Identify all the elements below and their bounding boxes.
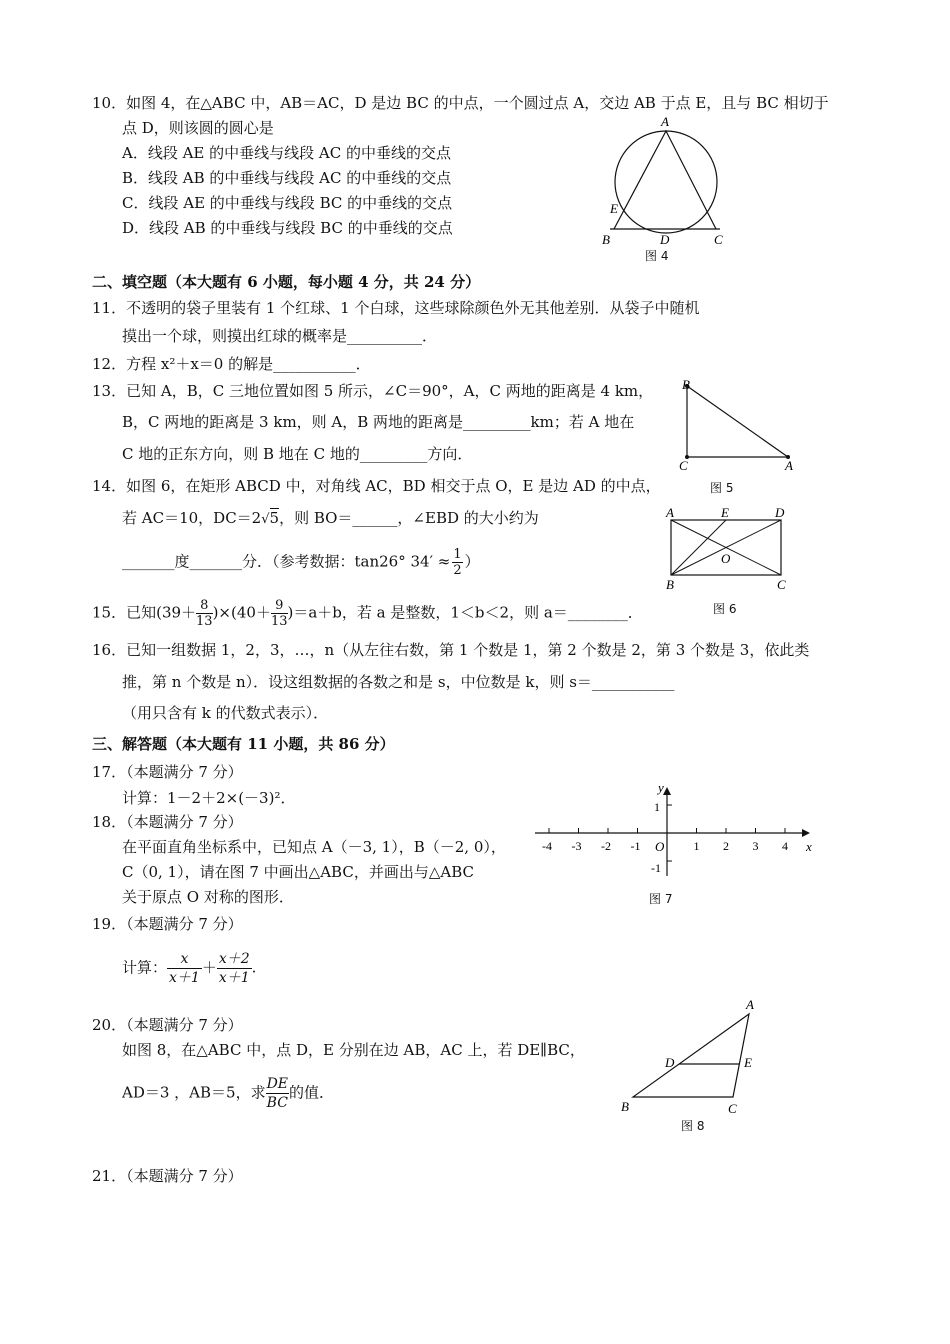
q10-option-c: C．线段 AE 的中垂线与线段 BC 的中垂线的交点 bbox=[122, 194, 453, 212]
figure-7-caption: 图 7 bbox=[649, 892, 673, 906]
section-3-title: 三、解答题（本大题有 11 小题，共 86 分） bbox=[92, 735, 395, 753]
figure-4 bbox=[600, 112, 740, 247]
q12-line1: 12．方程 x²＋x＝0 的解是___________． bbox=[92, 355, 371, 373]
q20-post: 的值． bbox=[289, 1083, 335, 1102]
q11-line1: 11．不透明的袋子里装有 1 个红球、1 个白球，这些球除颜色外无其他差别．从袋子中随机 bbox=[92, 299, 700, 317]
fig6-label-d: D bbox=[775, 505, 785, 520]
fig5-side-ab bbox=[687, 386, 788, 457]
q15-f1-den: 13 bbox=[196, 614, 213, 629]
q19-pre: 计算： bbox=[122, 958, 168, 977]
q19-f1-num: x bbox=[167, 950, 202, 969]
q20-fraction bbox=[266, 1075, 289, 1112]
fig6-label-e: E bbox=[721, 505, 729, 520]
q13-line3: C 地的正东方向，则 B 地在 C 地的_________方向． bbox=[122, 445, 473, 463]
fig6-label-o: O bbox=[721, 551, 731, 566]
q14-frac-num: 1 bbox=[453, 547, 462, 562]
figure-8 bbox=[618, 995, 763, 1117]
fig7-x-tick-label: 4 bbox=[782, 839, 788, 853]
fig4-label-b: B bbox=[602, 232, 610, 247]
fig7-x-tick-label: -3 bbox=[571, 839, 582, 853]
q19-end: . bbox=[251, 958, 257, 977]
q20-line2: 如图 8，在△ABC 中，点 D，E 分别在边 AB，AC 上，若 DE∥BC， bbox=[122, 1041, 585, 1059]
q14-frac-den: 2 bbox=[453, 563, 462, 578]
q17-line1: 17．（本题满分 7 分） bbox=[92, 763, 243, 781]
fig5-label-b: B bbox=[682, 378, 690, 392]
q16-line1: 16．已知一组数据 1，2，3，…，n（从左往右数，第 1 个数是 1，第 2 个数是 2，第 3 个数是 3，依此类 bbox=[92, 641, 810, 659]
q11-line2: 摸出一个球，则摸出红球的概率是__________． bbox=[122, 327, 438, 345]
q14-fraction bbox=[452, 547, 462, 578]
fig4-label-a: A bbox=[661, 114, 669, 129]
q14-line3 bbox=[122, 547, 480, 578]
q18-line1: 18．（本题满分 7 分） bbox=[92, 813, 243, 831]
q19-op: ＋ bbox=[201, 958, 217, 977]
fig6-label-a: A bbox=[666, 505, 674, 520]
q14-line2-end: ，则 BO＝______，∠EBD 的大小约为 bbox=[279, 509, 539, 527]
q14-line3-start: _______度_______分．（参考数据：tan26° 34′ ≈ bbox=[122, 552, 451, 571]
section-2-title: 二、填空题（本大题有 6 小题，每小题 4 分，共 24 分） bbox=[92, 273, 481, 291]
q13-line2: B，C 两地的距离是 3 km，则 A，B 两地的距离是_________km；若 A 地在 bbox=[122, 413, 635, 431]
fig7-y-tick-label-1: 1 bbox=[654, 800, 660, 814]
q15-part1: 15．已知(39＋ bbox=[92, 603, 197, 622]
fig8-label-d: D bbox=[665, 1055, 675, 1070]
q14-line2: 若 AC＝10，DC＝2√5，则 BO＝______，∠EBD 的大小约为 bbox=[122, 509, 539, 527]
fig7-x-tick-label: 1 bbox=[693, 839, 700, 853]
fig6-segment-be bbox=[671, 520, 726, 575]
q17-line2: 计算：1－2＋2×(－3)²． bbox=[122, 789, 296, 807]
q15-line bbox=[92, 598, 643, 629]
q19-f1-den: x＋1 bbox=[169, 970, 200, 986]
q10-line1: 10．如图 4，在△ABC 中，AB＝AC，D 是边 BC 的中点，一个圆过点 A，交边 AB 于点 E，且与 BC 相切于 bbox=[92, 94, 829, 112]
fig7-x-tick-label: -1 bbox=[630, 839, 641, 853]
q19-expression bbox=[122, 950, 256, 987]
q10-option-b: B．线段 AB 的中垂线与线段 AC 的中垂线的交点 bbox=[122, 169, 452, 187]
q19-line1: 19．（本题满分 7 分） bbox=[92, 915, 243, 933]
figure-5-caption: 图 5 bbox=[710, 481, 734, 495]
fig4-label-c: C bbox=[714, 232, 723, 247]
fig7-y-label: y bbox=[658, 780, 664, 795]
fig8-label-b: B bbox=[621, 1099, 629, 1114]
fig7-x-tick-label: 2 bbox=[723, 839, 729, 853]
q14-line1: 14．如图 6，在矩形 ABCD 中，对角线 AC，BD 相交于点 O，E 是边 AD 的中点， bbox=[92, 477, 661, 495]
q18-line2: 在平面直角坐标系中，已知点 A（－3, 1），B（－2, 0）， bbox=[122, 838, 506, 856]
q15-f2-den: 13 bbox=[270, 614, 288, 629]
q19-fraction-1 bbox=[167, 950, 202, 987]
q10-line2: 点 D，则该圆的圆心是 bbox=[122, 119, 274, 137]
fig7-y-arrow bbox=[663, 787, 671, 795]
fig7-x-tick-label: -4 bbox=[542, 839, 552, 853]
fig4-label-d: D bbox=[660, 232, 670, 247]
q14-sqrt-radicand: 5 bbox=[269, 509, 280, 527]
q15-f2-num: 9 bbox=[271, 598, 288, 614]
q19-f2-num: x＋2 bbox=[218, 951, 250, 967]
fig7-y-tick-label-neg1: -1 bbox=[651, 861, 661, 875]
q15-f1-num: 8 bbox=[196, 598, 213, 614]
figure-7 bbox=[530, 776, 820, 881]
q19-fraction-2 bbox=[217, 950, 252, 987]
q10-option-d: D．线段 AB 的中垂线与线段 BC 的中垂线的交点 bbox=[122, 219, 453, 237]
q16-line3: （用只含有 k 的代数式表示）． bbox=[122, 704, 329, 722]
fig5-label-a: A bbox=[785, 458, 793, 473]
q20-line1: 20．（本题满分 7 分） bbox=[92, 1016, 243, 1034]
q14-line2-start: 若 AC＝10，DC＝2 bbox=[122, 509, 262, 527]
fig7-origin-label: O bbox=[655, 839, 665, 854]
figure-6 bbox=[660, 503, 795, 593]
q15-fraction-1 bbox=[196, 598, 213, 629]
fig7-x-tick-label: -2 bbox=[601, 839, 611, 853]
fig8-label-a: A bbox=[746, 997, 754, 1012]
fig5-label-c: C bbox=[679, 458, 688, 473]
q15-part3: )＝a＋b，若 a 是整数，1＜b＜2，则 a＝________． bbox=[287, 603, 643, 622]
fig6-label-c: C bbox=[777, 577, 786, 592]
q16-line2: 推，第 n 个数是 n）．设这组数据的各数之和是 s，中位数是 k，则 s＝___________ bbox=[122, 673, 675, 691]
fig4-triangle-sides bbox=[614, 131, 716, 229]
figure-6-caption: 图 6 bbox=[713, 602, 737, 616]
fig8-triangle bbox=[633, 1014, 749, 1097]
figure-4-caption: 图 4 bbox=[645, 249, 669, 263]
q21-line1: 21．（本题满分 7 分） bbox=[92, 1167, 243, 1185]
figure-8-caption: 图 8 bbox=[681, 1119, 705, 1133]
q20-line3 bbox=[122, 1075, 334, 1112]
fig8-label-c: C bbox=[728, 1101, 737, 1116]
fig7-x-label: x bbox=[806, 839, 812, 854]
fig7-x-arrow bbox=[802, 829, 810, 837]
fig4-circle bbox=[615, 131, 717, 233]
figure-5 bbox=[672, 378, 807, 473]
q14-line3-end: ） bbox=[464, 552, 480, 571]
q20-frac-den: BC bbox=[266, 1095, 288, 1111]
q20-pre: AD＝3 ，AB＝5，求 bbox=[122, 1083, 266, 1102]
q13-line1: 13．已知 A，B，C 三地位置如图 5 所示，∠C＝90°，A，C 两地的距离是 4 km， bbox=[92, 382, 654, 400]
q19-f2-den: x＋1 bbox=[218, 970, 250, 986]
q10-option-a: A．线段 AE 的中垂线与线段 AC 的中垂线的交点 bbox=[122, 144, 451, 162]
fig8-label-e: E bbox=[744, 1055, 752, 1070]
q20-frac-num: DE bbox=[266, 1076, 289, 1092]
fig7-x-tick-label: 3 bbox=[752, 839, 759, 853]
q15-part2: )×(40＋ bbox=[212, 603, 271, 622]
q18-line3: C（0, 1），请在图 7 中画出△ABC，并画出与△ABC bbox=[122, 863, 474, 881]
q18-line4: 关于原点 O 对称的图形． bbox=[122, 888, 294, 906]
q15-fraction-2 bbox=[271, 598, 288, 629]
fig6-label-b: B bbox=[666, 577, 674, 592]
fig4-label-e: E bbox=[610, 201, 618, 216]
